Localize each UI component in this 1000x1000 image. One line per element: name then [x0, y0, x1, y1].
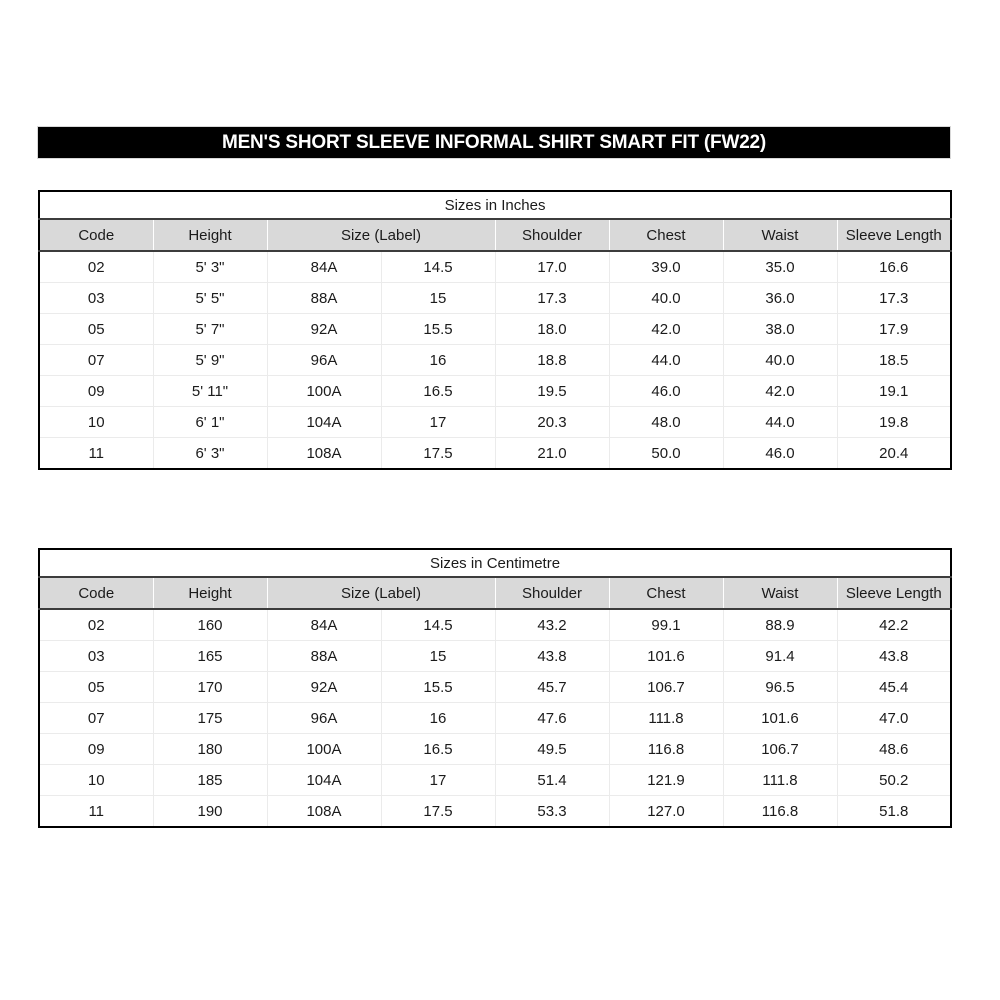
table-cell: 36.0 — [723, 283, 837, 314]
column-header-sleeve-length: Sleeve Length — [837, 219, 951, 251]
table-cell: 10 — [39, 407, 153, 438]
table-cell: 190 — [153, 796, 267, 828]
table-cell: 46.0 — [609, 376, 723, 407]
table-title: Sizes in Inches — [39, 191, 951, 219]
table-cell: 18.8 — [495, 345, 609, 376]
table-cell: 43.8 — [495, 641, 609, 672]
table-cell: 03 — [39, 641, 153, 672]
table-cell: 6' 1" — [153, 407, 267, 438]
table-cell: 15 — [381, 283, 495, 314]
table-cell: 09 — [39, 376, 153, 407]
table-cell: 42.0 — [723, 376, 837, 407]
table-cell: 17.5 — [381, 796, 495, 828]
table-cell: 11 — [39, 796, 153, 828]
column-header-chest: Chest — [609, 577, 723, 609]
column-header-height: Height — [153, 219, 267, 251]
sizes-in-inches-table — [38, 190, 952, 470]
table-cell: 17.9 — [837, 314, 951, 345]
table-row — [39, 672, 951, 703]
table-cell: 17.0 — [495, 251, 609, 283]
table-cell: 07 — [39, 345, 153, 376]
table-cell: 92A — [267, 672, 381, 703]
table-cell: 39.0 — [609, 251, 723, 283]
column-header-chest: Chest — [609, 219, 723, 251]
table-row — [39, 703, 951, 734]
table-cell: 106.7 — [723, 734, 837, 765]
table-cell: 19.5 — [495, 376, 609, 407]
table-cell: 180 — [153, 734, 267, 765]
table-cell: 49.5 — [495, 734, 609, 765]
table-cell: 19.8 — [837, 407, 951, 438]
table-cell: 84A — [267, 251, 381, 283]
table-cell: 11 — [39, 438, 153, 470]
table-cell: 108A — [267, 796, 381, 828]
table-cell: 51.8 — [837, 796, 951, 828]
table-cell: 185 — [153, 765, 267, 796]
table-cell: 17.3 — [495, 283, 609, 314]
table-cell: 111.8 — [609, 703, 723, 734]
table-cell: 96A — [267, 703, 381, 734]
table-cell: 16.5 — [381, 734, 495, 765]
table-cell: 15.5 — [381, 672, 495, 703]
table-cell: 16 — [381, 345, 495, 376]
table-cell: 47.0 — [837, 703, 951, 734]
table-cell: 47.6 — [495, 703, 609, 734]
table-title-row — [39, 191, 951, 219]
table-cell: 42.0 — [609, 314, 723, 345]
table-cell: 104A — [267, 765, 381, 796]
table-row — [39, 251, 951, 283]
table-cell: 18.0 — [495, 314, 609, 345]
table-cell: 19.1 — [837, 376, 951, 407]
column-header-size-label: Size (Label) — [267, 219, 495, 251]
column-header-size-label: Size (Label) — [267, 577, 495, 609]
table-cell: 02 — [87, 616, 105, 634]
table-row — [39, 407, 951, 438]
table-cell: 16.6 — [837, 251, 951, 283]
column-header-waist: Waist — [723, 577, 837, 609]
table-cell: 96A — [267, 345, 381, 376]
column-header-shoulder: Shoulder — [495, 219, 609, 251]
table-cell: 05 — [39, 672, 153, 703]
table-row — [39, 283, 951, 314]
table-cell: 5' 7" — [153, 314, 267, 345]
table-cell: 03 — [39, 283, 153, 314]
table-cell: 40.0 — [609, 283, 723, 314]
table-cell: 17.3 — [837, 283, 951, 314]
table-cell: 116.8 — [723, 796, 837, 828]
table-cell: 16.5 — [381, 376, 495, 407]
table-cell: 101.6 — [723, 703, 837, 734]
table-cell: 84A — [267, 609, 381, 641]
table-cell: 121.9 — [609, 765, 723, 796]
table-cell: 14.5 — [381, 609, 495, 641]
page-title: MEN'S SHORT SLEEVE INFORMAL SHIRT SMART FIT (FW22) — [38, 127, 950, 158]
table-cell: 88A — [267, 641, 381, 672]
table-cell: 50.2 — [837, 765, 951, 796]
table-cell: 5' 11" — [153, 376, 267, 407]
table-cell: 35.0 — [723, 251, 837, 283]
table-cell: 127.0 — [609, 796, 723, 828]
table-cell: 48.0 — [609, 407, 723, 438]
table-cell: 88A — [267, 283, 381, 314]
column-header-code: Code — [39, 219, 153, 251]
table-cell: 43.2 — [495, 609, 609, 641]
table-cell: 17 — [381, 407, 495, 438]
centimetre-table-body — [39, 609, 951, 827]
table-cell: 53.3 — [495, 796, 609, 828]
table-cell: 07 — [39, 703, 153, 734]
table-row — [39, 376, 951, 407]
table-cell: 170 — [153, 672, 267, 703]
table-cell: 15 — [381, 641, 495, 672]
table-cell: 43.8 — [837, 641, 951, 672]
table-cell: 16 — [381, 703, 495, 734]
table-cell: 5' 9" — [153, 345, 267, 376]
table-cell: 101.6 — [609, 641, 723, 672]
table-cell: 160 — [153, 609, 267, 641]
table-cell: 42.2 — [837, 609, 951, 641]
table-cell: 111.8 — [723, 765, 837, 796]
table-row — [39, 345, 951, 376]
table-cell: 104A — [267, 407, 381, 438]
table-title-row — [39, 549, 951, 577]
table-cell: 09 — [39, 734, 153, 765]
table-row — [39, 438, 951, 470]
table-cell: 44.0 — [609, 345, 723, 376]
table-cell: 14.5 — [381, 251, 495, 283]
table-cell: 20.4 — [837, 438, 951, 470]
table-cell: 51.4 — [495, 765, 609, 796]
table-cell: 5' 5" — [153, 283, 267, 314]
table-row — [39, 796, 951, 828]
table-cell: 99.1 — [609, 609, 723, 641]
table-cell: 165 — [153, 641, 267, 672]
table-cell: 92A — [267, 314, 381, 345]
table-cell: 46.0 — [723, 438, 837, 470]
column-header-row — [39, 219, 951, 251]
table-cell: 02 — [87, 258, 105, 276]
table-cell: 18.5 — [837, 345, 951, 376]
table-cell: 5' 3" — [153, 251, 267, 283]
table-cell: 40.0 — [723, 345, 837, 376]
table-row — [39, 609, 951, 641]
table-cell: 106.7 — [609, 672, 723, 703]
table-cell: 108A — [267, 438, 381, 470]
table-cell: 21.0 — [495, 438, 609, 470]
table-cell: 175 — [153, 703, 267, 734]
table-cell: 20.3 — [495, 407, 609, 438]
column-header-waist: Waist — [723, 219, 837, 251]
table-row — [39, 314, 951, 345]
table-cell: 50.0 — [609, 438, 723, 470]
column-header-height: Height — [153, 577, 267, 609]
table-cell: 88.9 — [723, 609, 837, 641]
column-header-row — [39, 577, 951, 609]
table-cell: 10 — [39, 765, 153, 796]
inches-table-body — [39, 251, 951, 469]
table-cell: 96.5 — [723, 672, 837, 703]
sizes-in-centimetre-table — [38, 548, 952, 828]
table-cell: 45.7 — [495, 672, 609, 703]
table-cell: 44.0 — [723, 407, 837, 438]
table-cell: 05 — [39, 314, 153, 345]
table-cell: 100A — [267, 376, 381, 407]
table-cell: 45.4 — [837, 672, 951, 703]
column-header-shoulder: Shoulder — [495, 577, 609, 609]
table-cell: 48.6 — [837, 734, 951, 765]
table-cell: 116.8 — [609, 734, 723, 765]
table-cell: 38.0 — [723, 314, 837, 345]
table-cell: 100A — [267, 734, 381, 765]
table-row — [39, 765, 951, 796]
table-row — [39, 641, 951, 672]
table-cell: 17.5 — [381, 438, 495, 470]
table-cell: 91.4 — [723, 641, 837, 672]
column-header-sleeve-length: Sleeve Length — [837, 577, 951, 609]
table-cell: 17 — [381, 765, 495, 796]
column-header-code: Code — [39, 577, 153, 609]
table-row — [39, 734, 951, 765]
table-cell: 15.5 — [381, 314, 495, 345]
table-cell: 6' 3" — [153, 438, 267, 470]
table-title: Sizes in Centimetre — [39, 549, 951, 577]
